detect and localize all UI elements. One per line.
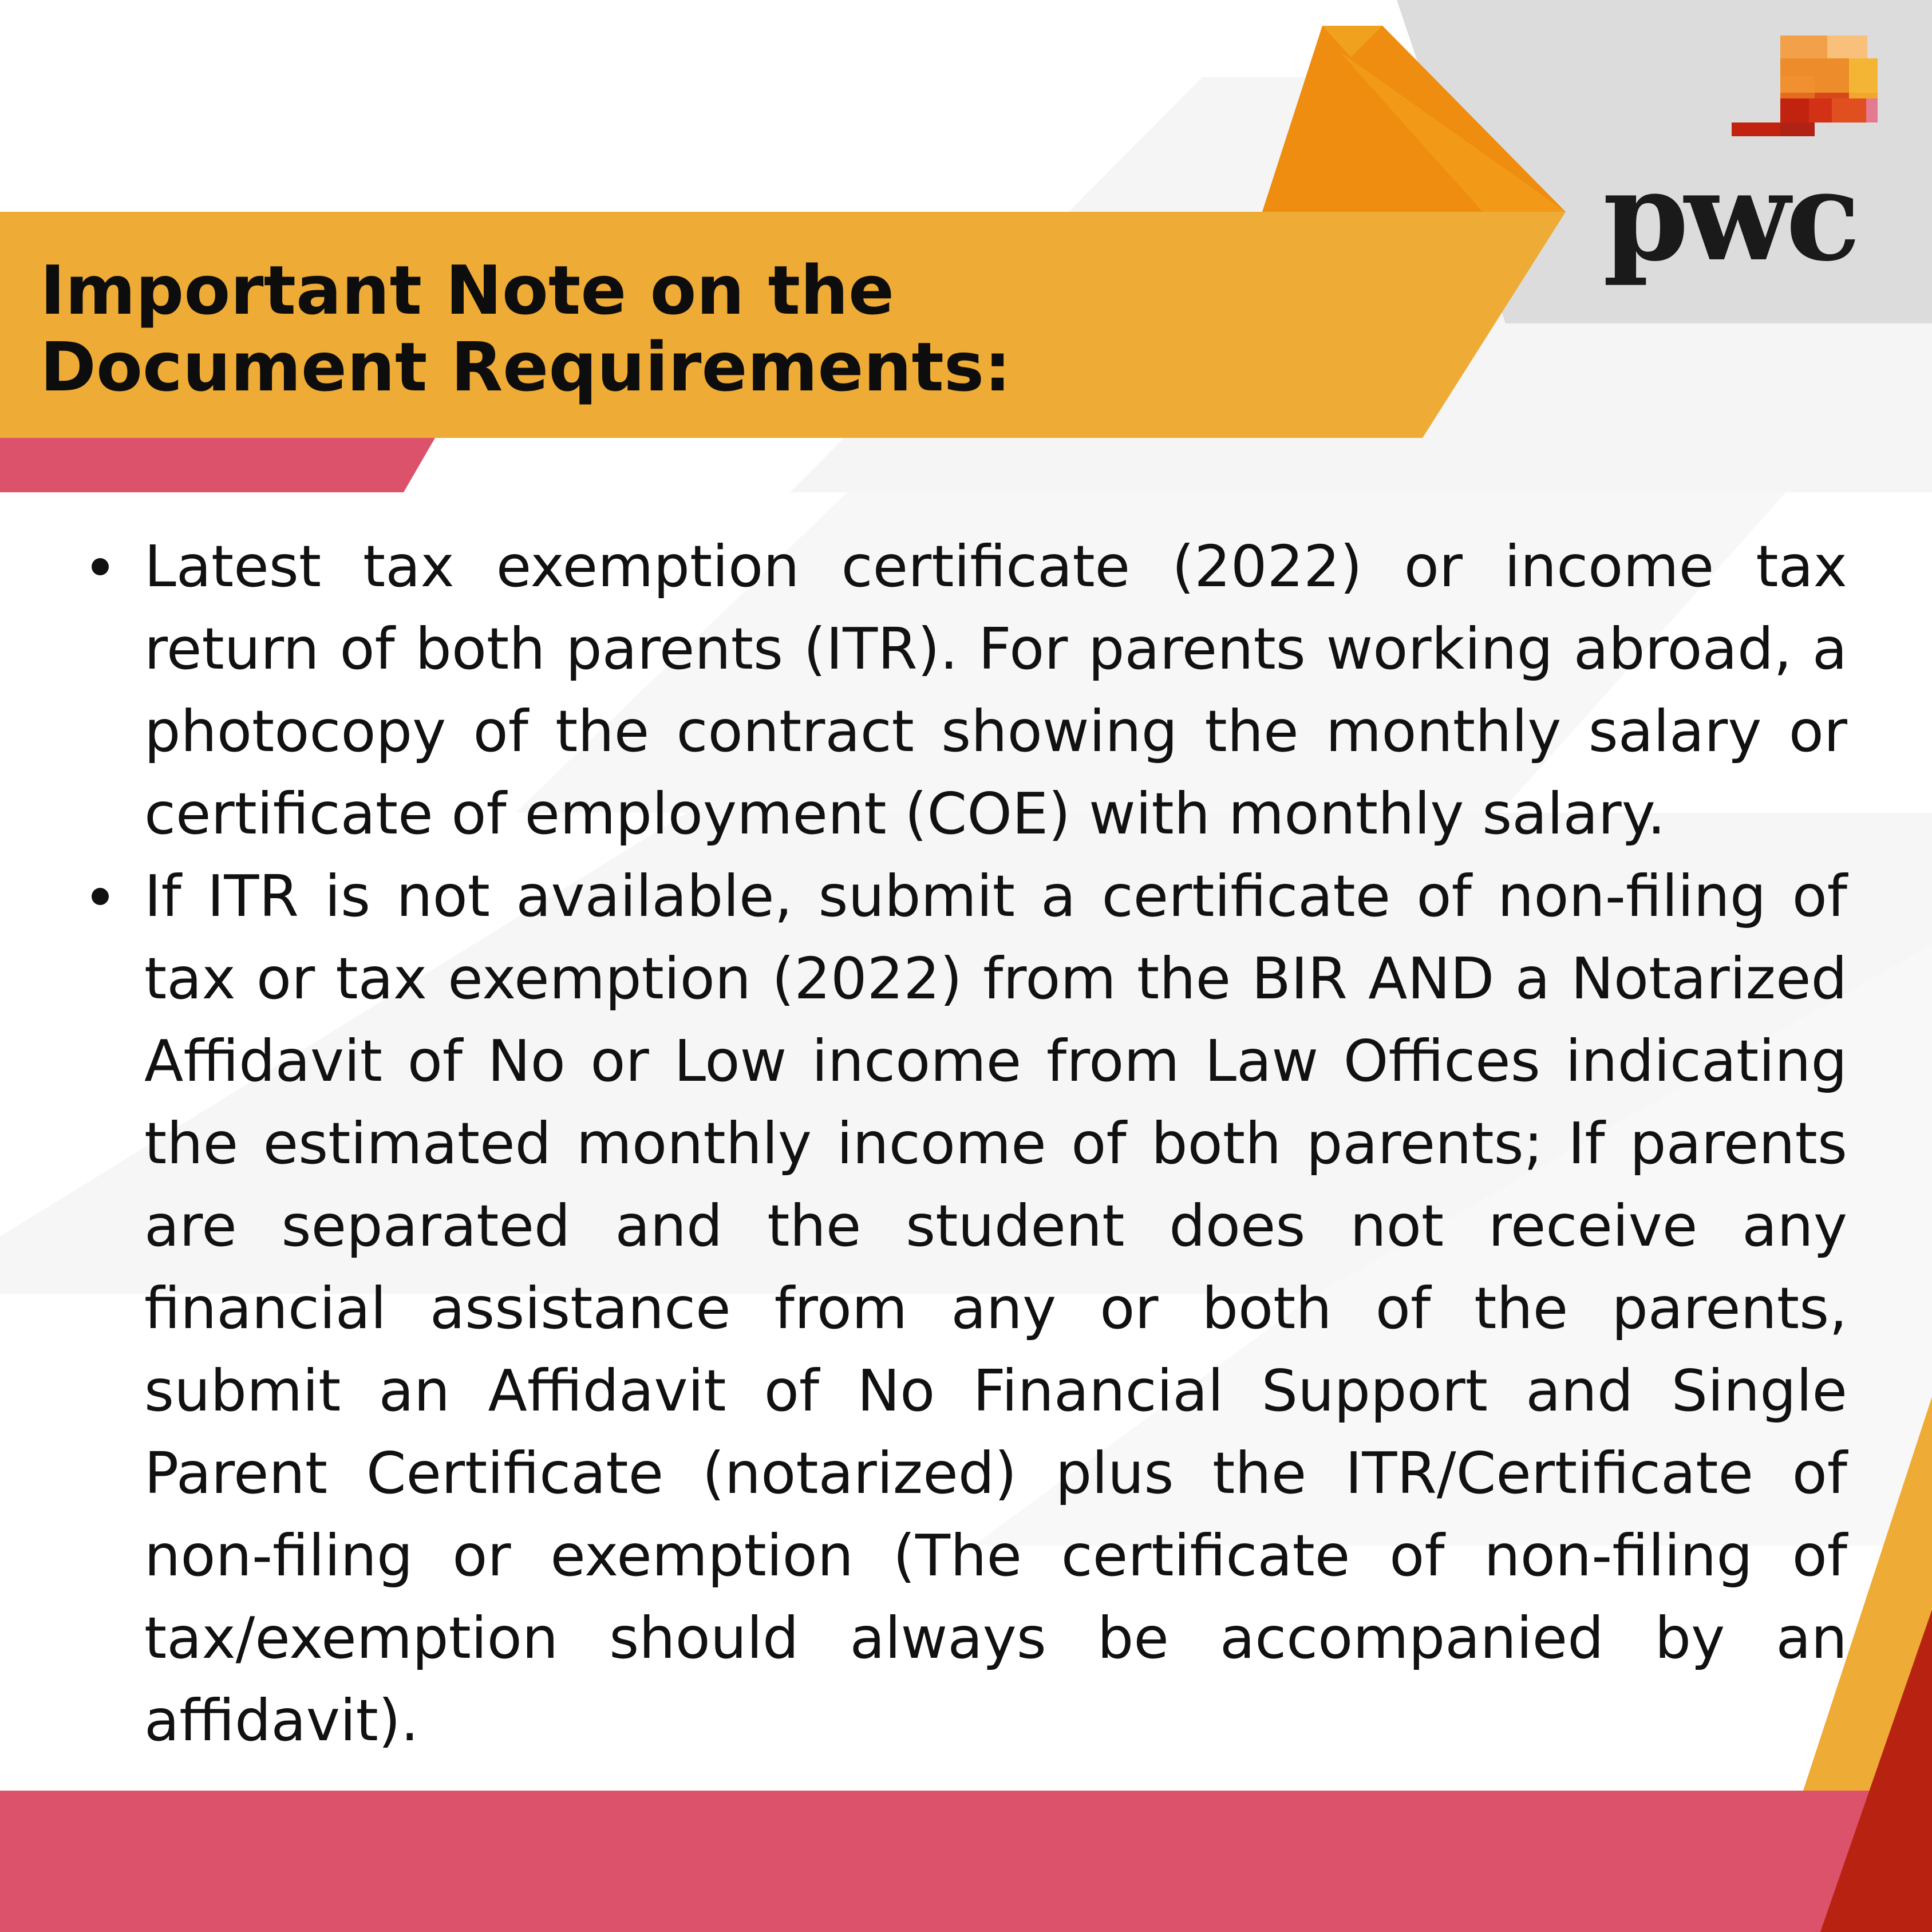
list-item-text: Latest tax exemption certificate (2022) or income tax return of both parents (ITR). For parents working abroad, a photocopy of the contract showing the monthly salary or certificate of employment (COE) with monthly salary. — [144, 533, 1847, 847]
requirements-list — [144, 526, 1847, 1762]
pwc-logo: pwc — [1603, 144, 1856, 289]
pink-strip — [0, 438, 435, 492]
page-title: Important Note on the Document Requirements: — [40, 251, 1012, 406]
list-item — [144, 855, 1847, 1762]
bullet-icon — [92, 888, 109, 905]
bullet-icon — [92, 558, 109, 575]
bottom-bar — [0, 1791, 1932, 1932]
list-item — [144, 526, 1847, 855]
list-item-text: If ITR is not available, submit a certificate of non-filing of tax or tax exemption (2022) from the BIR AND a Notarized Affidavit of No or Low income from Law Offices indicating the estimated monthly income of both parents; If parents are separated and the student does not receive any financial assistance from any or both of the parents, submit an Affidavit of No Financial Support and Single Parent Certificate (notarized) plus the ITR/Certificate of non-filing or exemption (The certificate of non-filing of tax/exemption should always be accompanied by an affidavit). — [144, 863, 1847, 1754]
